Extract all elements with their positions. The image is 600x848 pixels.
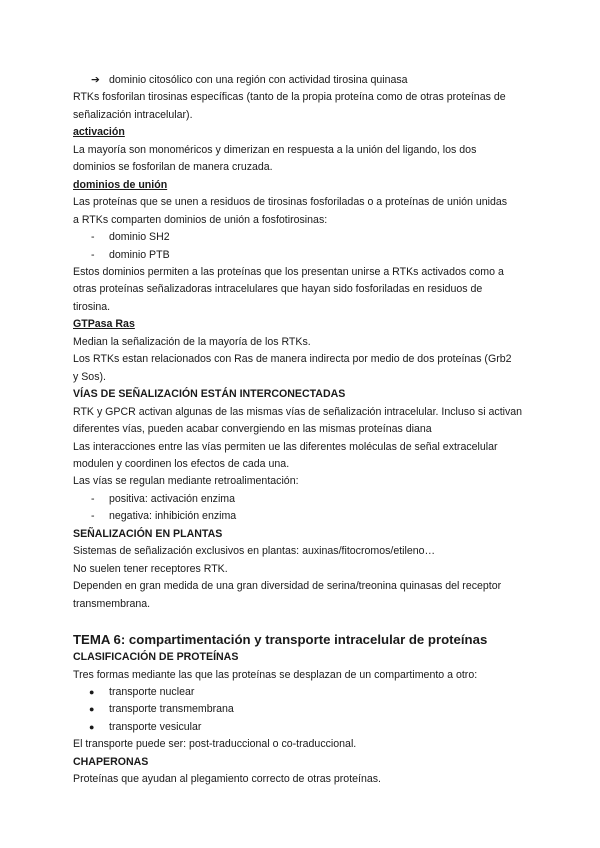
list-item: ● transporte nuclear [73,684,528,701]
list-item: - dominio PTB [73,247,528,264]
paragraph: Las interacciones entre las vías permiten ue las diferentes moléculas de señal extracelular [73,440,498,453]
arrow-list-item: ➔ dominio citosólico con una región con actividad tirosina quinasa [73,72,528,89]
paragraph: Tres formas mediante las que las proteínas se desplazan de un compartimento a otro: [73,668,478,681]
paragraph: RTK y GPCR activan algunas de las mismas vías de señalización intracelular. Incluso si activan [73,405,523,418]
paragraph: Proteínas que ayudan al plegamiento correcto de otras proteínas. [73,773,381,786]
bullet-icon: ● [89,721,95,732]
section-heading-plantas: SEÑALIZACIÓN EN PLANTAS [73,527,223,540]
list-item: - dominio SH2 [73,229,528,246]
list-item: ● transporte transmembrana [73,701,528,718]
list-item: - positiva: activación enzima [73,491,528,508]
paragraph: La mayoría son monoméricos y dimerizan en respuesta a la unión del ligando, los dos [73,143,477,156]
section-heading-chaperonas: CHAPERONAS [73,755,149,768]
dash-icon: - [91,510,95,523]
list-item: - negativa: inhibición enzima [73,508,528,525]
paragraph: Las vías se regulan mediante retroalimentación: [73,475,299,488]
chapter-title: TEMA 6: compartimentación y transporte intracelular de proteínas [73,632,488,648]
paragraph: transmembrana. [73,597,151,610]
document-page [73,72,528,789]
paragraph: Median la señalización de la mayoría de los RTKs. [73,335,311,348]
paragraph: Los RTKs estan relacionados con Ras de manera indirecta por medio de dos proteínas (Grb2 [73,353,512,366]
bullet-icon: ● [89,686,95,697]
section-heading-vias: VÍAS DE SEÑALIZACIÓN ESTÁN INTERCONECTADAS [73,388,346,401]
paragraph: a RTKs comparten dominios de unión a fosfotirosinas: [73,213,328,226]
list-item: ● transporte vesicular [73,719,528,736]
section-heading-activacion: activación [73,126,125,139]
arrow-icon: ➔ [91,74,100,86]
paragraph: tirosina. [73,300,111,313]
paragraph: Estos dominios permiten a las proteínas que los presentan unirse a RTKs activados como a [73,265,504,278]
paragraph: No suelen tener receptores RTK. [73,562,228,575]
bullet-icon: ● [89,704,95,715]
paragraph: señalización intracelular). [73,108,193,121]
paragraph: dominios se fosforilan de manera cruzada. [73,161,273,174]
paragraph: Las proteínas que se unen a residuos de tirosinas fosforiladas o a proteínas de unión unidas [73,196,508,209]
dash-icon: - [91,231,95,244]
dash-icon: - [91,492,95,505]
paragraph: Dependen en gran medida de una gran diversidad de serina/treonina quinasas del receptor [73,580,502,593]
section-heading-clasificacion: CLASIFICACIÓN DE PROTEÍNAS [73,651,239,664]
paragraph: RTKs fosforilan tirosinas específicas (tanto de la propia proteína como de otras proteínas de [73,91,506,104]
paragraph: diferentes vías, pueden acabar convergiendo en las mismas proteínas diana [73,423,432,436]
paragraph: y Sos). [73,370,106,383]
paragraph: El transporte puede ser: post-traduccional o co-traduccional. [73,738,357,751]
paragraph: Sistemas de señalización exclusivos en plantas: auxinas/fitocromos/etileno… [73,545,436,558]
dash-icon: - [91,248,95,261]
section-heading-gtpasa: GTPasa Ras [73,318,135,331]
paragraph: otras proteínas señalizadoras intracelulares que hayan sido fosforiladas en residuos de [73,283,483,296]
section-heading-dominios: dominios de unión [73,178,168,191]
paragraph: modulen y coordinen los efectos de cada una. [73,457,290,470]
